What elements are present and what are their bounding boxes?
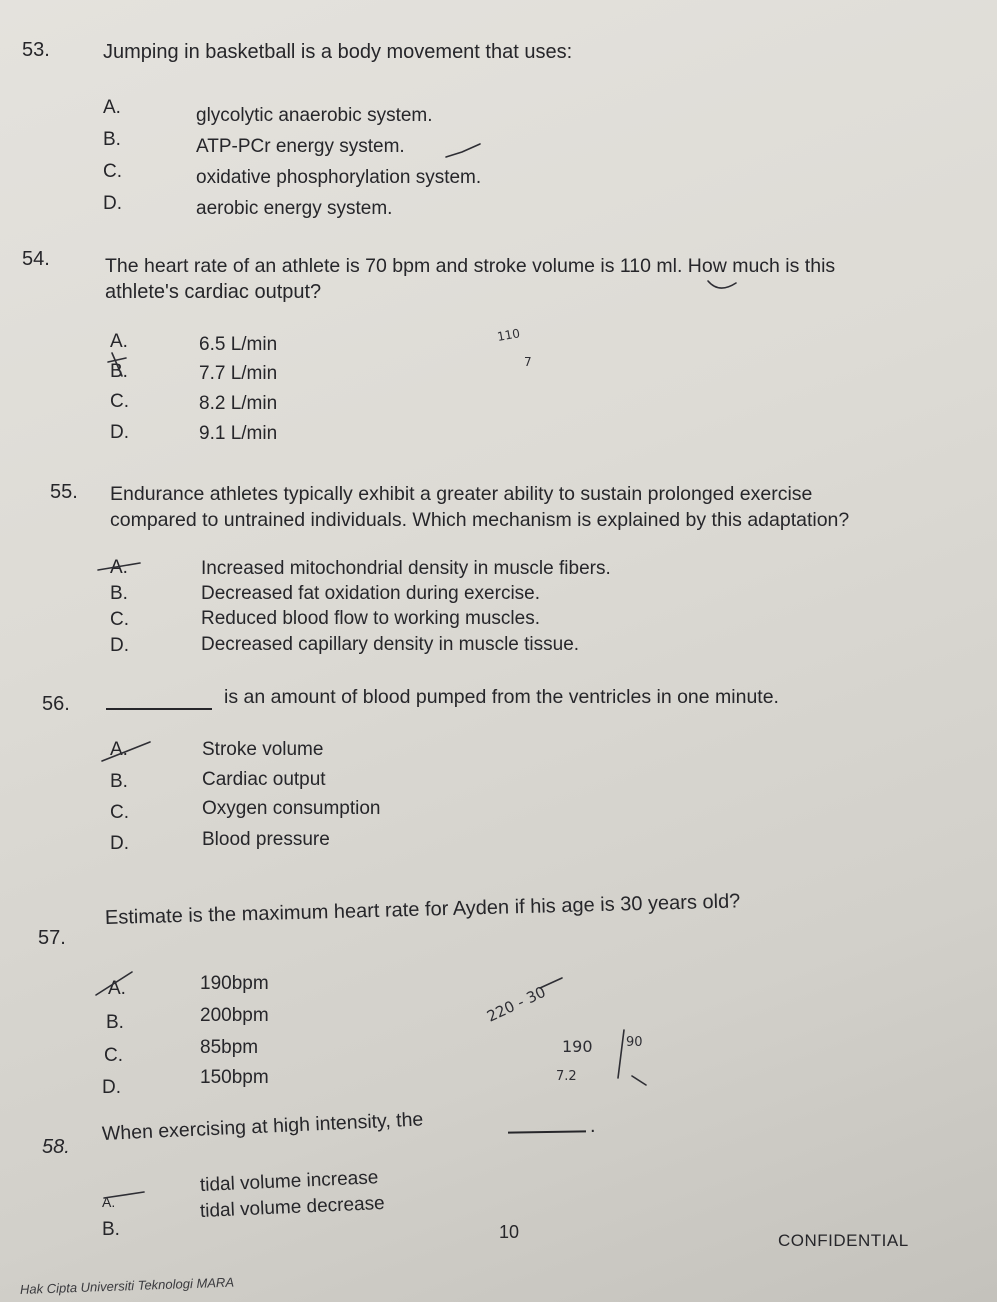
q54-option-a-text: 6.5 L/min <box>199 334 278 355</box>
q54-option-b-letter: B. <box>110 361 128 382</box>
q53-option-c-text: oxidative phosphorylation system. <box>196 167 482 188</box>
q57-option-c-text: 85bpm <box>200 1037 259 1058</box>
q53-option-d-letter: D. <box>103 193 122 214</box>
q54-text-line1: The heart rate of an athlete is 70 bpm and stroke volume is 110 ml. How much is this <box>105 255 836 277</box>
divider-line-icon <box>618 1030 624 1078</box>
copyright-footnote: Hak Cipta Universiti Teknologi MARA <box>19 1274 235 1297</box>
q53-option-d-text: aerobic energy system. <box>196 198 393 219</box>
q58-end-period: . <box>590 1115 596 1137</box>
q58-text: When exercising at high intensity, the <box>101 1108 424 1145</box>
q56-option-c-text: Oxygen consumption <box>202 798 381 819</box>
q55-number: 55. <box>50 481 78 503</box>
q54-number: 54. <box>22 248 50 270</box>
handwritten-note: 190 <box>562 1037 593 1056</box>
q55-option-a-letter: A. <box>110 557 128 578</box>
q54-option-d-text: 9.1 L/min <box>199 423 278 444</box>
divider-line-icon <box>540 978 562 988</box>
q56-option-d-text: Blood pressure <box>202 829 330 850</box>
q56-option-a-text: Stroke volume <box>202 739 324 760</box>
q56-number: 56. <box>42 693 70 715</box>
handwritten-note: 90 <box>626 1035 643 1050</box>
divider-line-icon <box>632 1076 646 1085</box>
q57-option-a-letter: A. <box>108 978 126 999</box>
q58-answer-blank <box>508 1130 586 1133</box>
q57-number: 57. <box>38 927 66 949</box>
q53-option-a-text: glycolytic anaerobic system. <box>196 105 433 126</box>
q54-option-b-text: 7.7 L/min <box>199 363 278 384</box>
q57-option-a-text: 190bpm <box>200 973 269 994</box>
q54-option-a-letter: A. <box>110 331 128 352</box>
q57-option-d-text: 150bpm <box>200 1067 269 1088</box>
q53-option-b-letter: B. <box>103 129 121 150</box>
confidential-label: CONFIDENTIAL <box>778 1231 909 1250</box>
q55-option-c-text: Reduced blood flow to working muscles. <box>201 608 541 629</box>
handwritten-note: 220 - 30 <box>484 982 549 1026</box>
handwritten-note: 110 <box>496 326 522 344</box>
q58-option-a-text: tidal volume increase <box>199 1167 379 1196</box>
q58-number: 58. <box>42 1136 70 1158</box>
q58-option-a-letter: A. <box>102 1194 116 1210</box>
q57-text: Estimate is the maximum heart rate for Ayden if his age is 30 years old? <box>104 890 741 929</box>
check-mark-icon <box>446 144 480 157</box>
q56-option-a-letter: A. <box>110 739 128 760</box>
q55-option-d-letter: D. <box>110 635 129 656</box>
q57-option-d-letter: D. <box>102 1077 121 1098</box>
q56-text: is an amount of blood pumped from the ventricles in one minute. <box>224 686 779 708</box>
q56-option-c-letter: C. <box>110 802 129 823</box>
q57-option-b-letter: B. <box>106 1012 124 1033</box>
q57-option-b-text: 200bpm <box>200 1005 269 1026</box>
q55-option-c-letter: C. <box>110 609 129 630</box>
q55-option-b-letter: B. <box>110 583 128 604</box>
q56-option-b-text: Cardiac output <box>202 769 326 790</box>
q55-text-line2: compared to untrained individuals. Which mechanism is explained by this adaptation? <box>110 509 850 531</box>
q53-option-c-letter: C. <box>103 161 122 182</box>
q54-text-line2: athlete's cardiac output? <box>105 281 322 303</box>
q58-option-b-letter: B. <box>102 1219 120 1240</box>
q56-option-b-letter: B. <box>110 771 128 792</box>
answer-circle-icon <box>708 281 736 288</box>
page-number: 10 <box>499 1222 520 1242</box>
q55-option-b-text: Decreased fat oxidation during exercise. <box>201 583 541 604</box>
q56-answer-blank <box>106 708 212 710</box>
q53-option-a-letter: A. <box>103 97 121 118</box>
q55-option-a-text: Increased mitochondrial density in muscle fibers. <box>201 558 611 579</box>
q58-option-b-text: tidal volume decrease <box>199 1192 386 1222</box>
q55-text-line1: Endurance athletes typically exhibit a greater ability to sustain prolonged exercise <box>110 483 813 505</box>
q55-option-d-text: Decreased capillary density in muscle tissue. <box>201 634 580 655</box>
q56-option-d-letter: D. <box>110 833 129 854</box>
q54-option-d-letter: D. <box>110 422 129 443</box>
q53-number: 53. <box>22 39 50 61</box>
q54-option-c-text: 8.2 L/min <box>199 393 278 414</box>
q54-option-c-letter: C. <box>110 391 129 412</box>
handwritten-note: 7 <box>524 355 532 369</box>
q53-option-b-text: ATP-PCr energy system. <box>196 136 405 157</box>
q57-option-c-letter: C. <box>104 1045 123 1066</box>
q53-text: Jumping in basketball is a body movement that uses: <box>103 41 573 63</box>
handwritten-note: 7.2 <box>556 1069 577 1084</box>
